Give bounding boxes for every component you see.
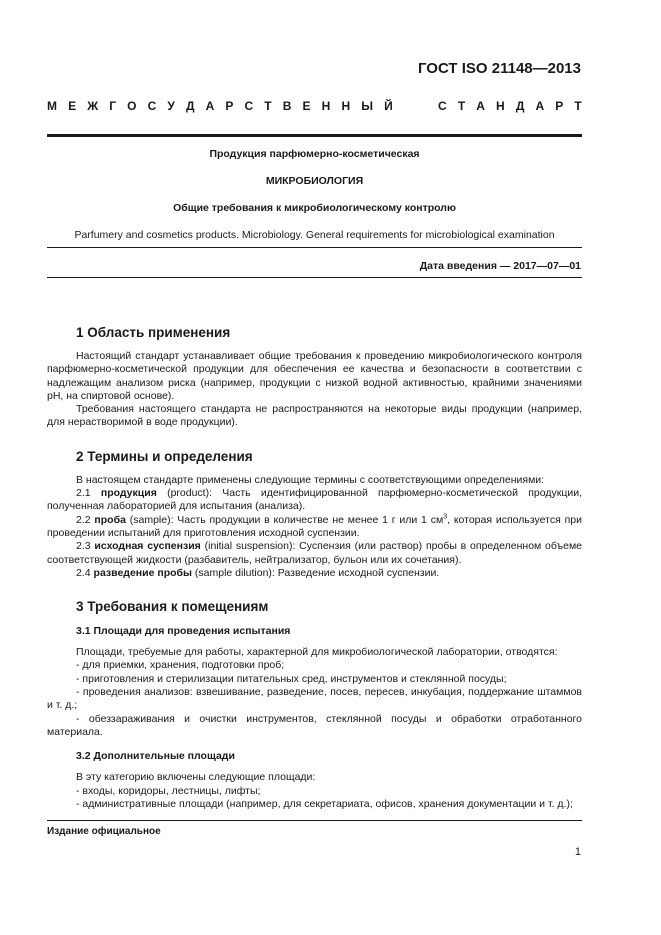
list-item: - входы, коридоры, лестницы, лифты;	[76, 784, 261, 797]
footer-rule	[47, 820, 582, 821]
banner-letter: С	[244, 99, 254, 113]
title-subtitle: Общие требования к микробиологическому контролю	[173, 202, 456, 214]
banner-letter: А	[535, 99, 545, 113]
list-item: - проведения анализов: взвешивание, разведение, посев, пересев, инкубация, поддержание штаммов и т. д.;	[47, 686, 582, 712]
date-rule	[47, 277, 582, 278]
subsection-3-1-heading: 3.1 Площади для проведения испытания	[76, 625, 291, 638]
title-english: Parfumery and cosmetics products. Microbiology. General requirements for microbiological examination	[74, 229, 555, 241]
term-name: исходная суспензия	[94, 540, 201, 553]
list-item: - приготовления и стерилизации питательных сред, инструментов и стеклянной посуды;	[76, 672, 507, 685]
banner-letter: Н	[321, 99, 331, 113]
title-main: МИКРОБИОЛОГИЯ	[265, 175, 364, 187]
term-2-1	[47, 487, 582, 514]
edition-label: Издание официальное	[47, 826, 161, 837]
banner-letter: В	[282, 99, 292, 113]
banner-letter: Ж	[87, 99, 99, 113]
title-rule	[47, 247, 582, 248]
term-number: 2.4	[76, 566, 91, 579]
banner-letter: У	[167, 99, 175, 113]
banner-letter: Г	[109, 99, 117, 113]
banner-letter: Д	[185, 99, 195, 113]
subsection-3-2-heading: 3.2 Дополнительные площади	[76, 750, 235, 763]
term-name: продукция	[100, 487, 157, 500]
banner-letter: А	[476, 99, 485, 113]
term-definition: , которая используется при проведении испытаний для приготовления исходной суспензии.	[47, 513, 582, 539]
term-name: разведение пробы	[93, 566, 192, 579]
banner-letter: Й	[384, 99, 393, 113]
term-2-3	[47, 540, 582, 567]
term-2-4	[47, 567, 582, 580]
header-rule	[47, 134, 582, 137]
introduction-date: Дата введения — 2017—07—01	[419, 260, 581, 272]
section-1-paragraph: Настоящий стандарт устанавливает общие требования к проведению микробиологического контроля парфюмерно-косметической продукции для обеспечения ее качества и безопасности в соответствии с надлежащим анализом риска (например, продукции с низкой водной активностью, крайними значениями pH, на спиртовой основе).	[47, 350, 582, 402]
term-definition: (initial suspension): Суспензия (или раствор) пробы в определенном объеме соответствующей жидкости (разбавитель, нейтрализатор, бульон или их сочетания).	[47, 540, 583, 566]
subsection-3-1-intro: Площади, требуемые для работы, характерной для микробиологической лаборатории, отводятся:	[76, 646, 558, 659]
gost-code: ГОСТ ISO 21148—2013	[417, 60, 581, 77]
banner-letter: Н	[496, 99, 505, 113]
banner-letter: А	[205, 99, 215, 113]
banner-letter: Т	[574, 99, 582, 113]
term-number: 2.3	[76, 540, 91, 553]
section-2-intro: В настоящем стандарте применены следующие термины с соответствующими определениями:	[76, 473, 545, 486]
section-1-paragraph: Требования настоящего стандарта не распространяются на некоторые виды продукции (например, для нерастворимой в воде продукции).	[47, 403, 582, 429]
term-definition: (product): Часть идентифицированной парфюмерно-косметической продукции, полученная лабораторией для испытания (анализа).	[47, 487, 583, 513]
list-item: - обеззараживания и очистки инструментов, стеклянной посуды и обработки отработанного материала.	[47, 712, 582, 738]
term-2-2	[47, 514, 582, 541]
term-number: 2.1	[76, 487, 91, 500]
banner-letter: Н	[341, 99, 351, 113]
term-definition: (sample): Часть продукции в количестве не менее 1 г или 1 см	[129, 513, 444, 526]
banner-letter: С	[147, 99, 157, 113]
banner-letter: Т	[457, 99, 466, 113]
banner-letter: С	[438, 99, 447, 113]
term-definition: (sample dilution): Разведение исходной суспензии.	[194, 566, 440, 579]
term-number: 2.2	[76, 513, 91, 526]
page-number: 1	[574, 846, 581, 858]
list-item: - для приемки, хранения, подготовки проб;	[76, 659, 285, 672]
banner-letter: Е	[302, 99, 311, 113]
banner-letter: Ы	[361, 99, 373, 113]
banner-letter: Р	[225, 99, 234, 113]
interstate-standard-banner	[47, 98, 582, 114]
document-body	[47, 324, 582, 811]
section-3-heading: 3 Требования к помещениям	[76, 599, 269, 615]
section-2-heading: 2 Термины и определения	[76, 448, 253, 464]
banner-letter: Р	[555, 99, 564, 113]
subsection-3-2-intro: В эту категорию включены следующие площади:	[76, 771, 316, 784]
list-item: - административные площади (например, для секретариата, офисов, хранения документации и т. д.);	[76, 797, 573, 810]
banner-letter: Е	[68, 99, 77, 113]
section-1-heading: 1 Область применения	[76, 325, 231, 340]
banner-letter: О	[127, 99, 137, 113]
superscript: 3	[443, 513, 448, 521]
banner-letter: Д	[515, 99, 525, 113]
term-name: проба	[94, 513, 126, 526]
banner-letter: М	[47, 99, 57, 113]
banner-letter: Т	[264, 99, 272, 113]
title-product: Продукция парфюмерно-косметическая	[209, 148, 420, 160]
